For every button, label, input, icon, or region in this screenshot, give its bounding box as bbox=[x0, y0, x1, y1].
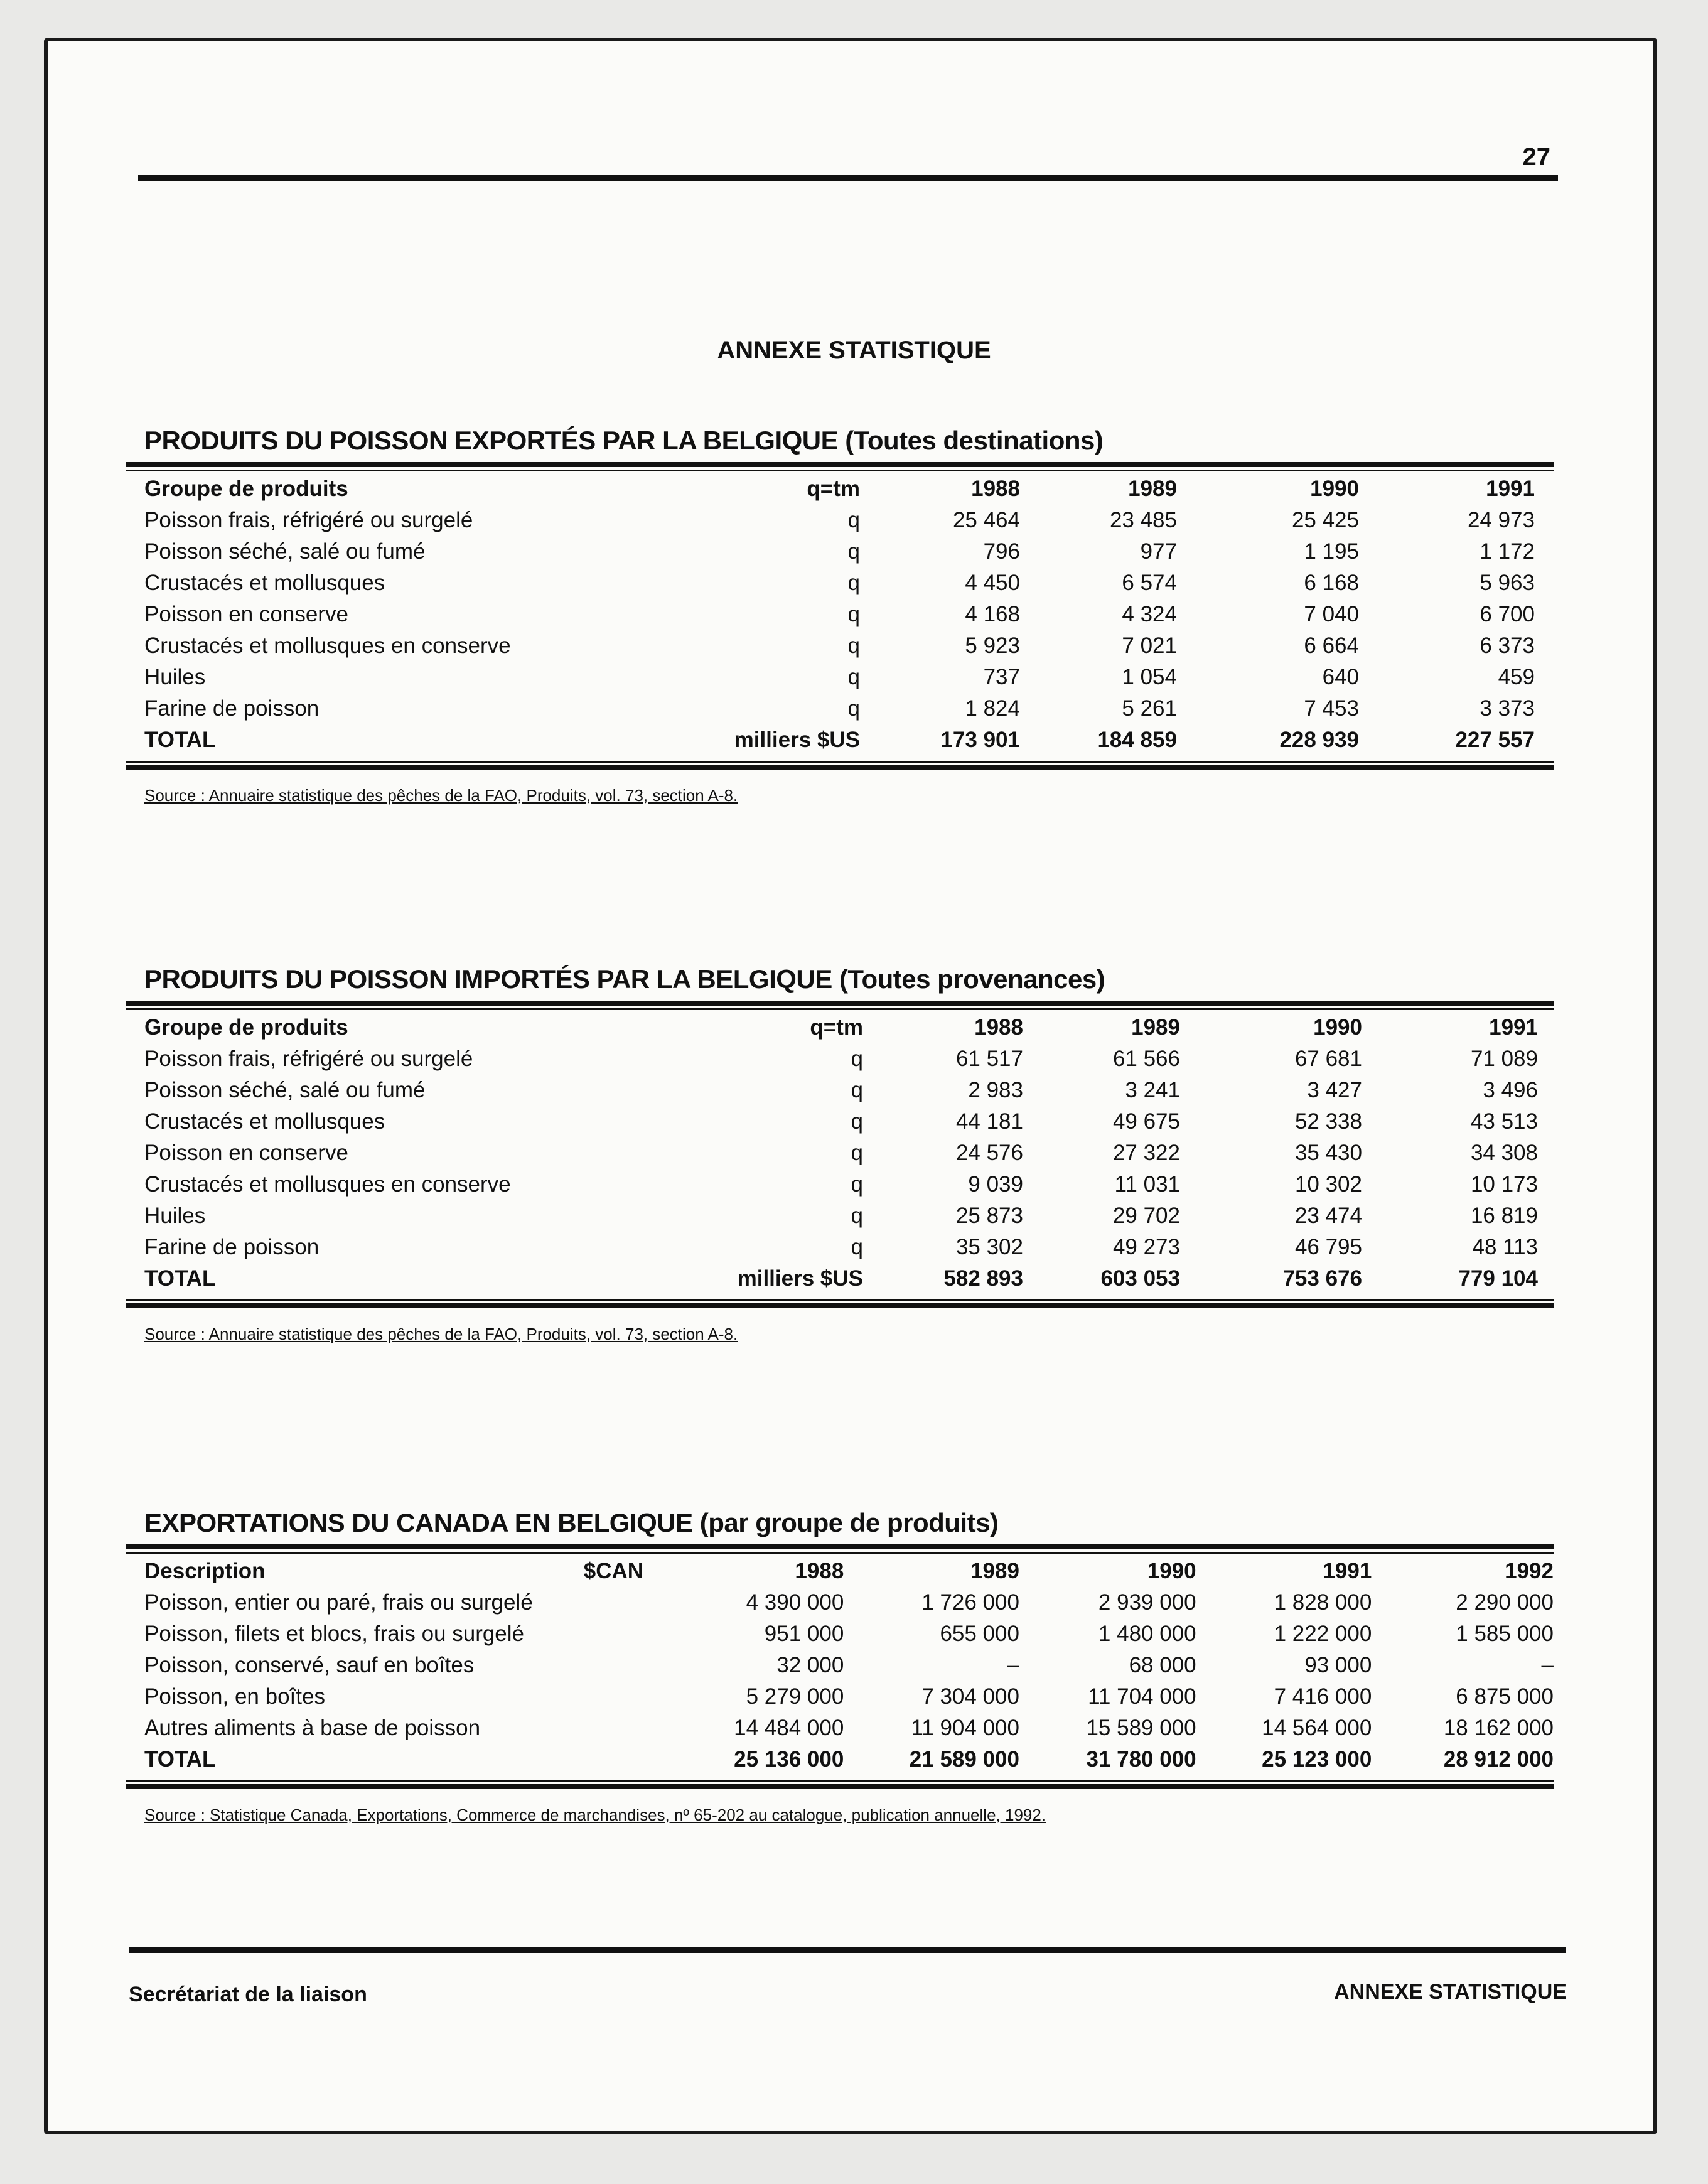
table-row bbox=[144, 1043, 1538, 1075]
value-cell: 6 373 bbox=[1480, 633, 1535, 658]
unit-cell: q bbox=[847, 696, 860, 721]
table-row bbox=[144, 693, 1535, 724]
value-cell: 1990 bbox=[1310, 476, 1359, 501]
row-label: Crustacés et mollusques en conserve bbox=[144, 1172, 511, 1197]
value-cell: 6 574 bbox=[1122, 571, 1177, 595]
value-cell: 1 222 000 bbox=[1274, 1622, 1372, 1646]
value-cell: 11 904 000 bbox=[911, 1716, 1019, 1740]
unit-cell bbox=[584, 1681, 662, 1713]
value-cell: 28 912 000 bbox=[1443, 1747, 1554, 1772]
row-label: Groupe de produits bbox=[144, 1015, 348, 1040]
value-cell: 2 290 000 bbox=[1456, 1590, 1554, 1615]
value-cell: 27 322 bbox=[1112, 1141, 1180, 1165]
value-cell: 3 373 bbox=[1480, 696, 1535, 721]
value-cell: 1 726 000 bbox=[921, 1590, 1019, 1615]
value-cell: 43 513 bbox=[1470, 1109, 1538, 1134]
value-cell: 29 702 bbox=[1112, 1203, 1180, 1228]
value-cell: 7 304 000 bbox=[921, 1684, 1019, 1709]
unit-cell: milliers $US bbox=[734, 728, 860, 752]
rule bbox=[126, 761, 1554, 772]
table-header-row bbox=[144, 473, 1535, 505]
unit-cell: q bbox=[847, 602, 860, 627]
value-cell: 71 089 bbox=[1470, 1046, 1538, 1071]
table-row bbox=[144, 599, 1535, 630]
value-cell: 603 053 bbox=[1100, 1266, 1180, 1291]
unit-cell: q bbox=[851, 1046, 863, 1071]
row-label: Autres aliments à base de poisson bbox=[144, 1716, 481, 1740]
table-row bbox=[144, 1200, 1538, 1232]
value-cell: 68 000 bbox=[1129, 1653, 1196, 1677]
value-cell: 11 704 000 bbox=[1088, 1684, 1196, 1709]
value-cell: 1990 bbox=[1313, 1015, 1362, 1040]
row-label: Huiles bbox=[144, 665, 206, 689]
value-cell: 1988 bbox=[971, 476, 1020, 501]
value-cell: 2 983 bbox=[968, 1078, 1023, 1102]
value-cell: 796 bbox=[983, 539, 1020, 564]
value-cell: 5 261 bbox=[1122, 696, 1177, 721]
value-cell: 35 302 bbox=[955, 1235, 1023, 1259]
value-cell: 44 181 bbox=[955, 1109, 1023, 1134]
unit-cell: $CAN bbox=[583, 1559, 644, 1583]
annex-title: ANNEXE STATISTIQUE bbox=[717, 336, 991, 364]
canada-exports-title: EXPORTATIONS DU CANADA EN BELGIQUE (par groupe de produits) bbox=[144, 1508, 999, 1537]
value-cell: 779 104 bbox=[1458, 1266, 1538, 1291]
value-cell: 46 795 bbox=[1294, 1235, 1362, 1259]
table-row bbox=[144, 1650, 1554, 1681]
value-cell: 18 162 000 bbox=[1443, 1716, 1554, 1740]
imports-title: PRODUITS DU POISSON IMPORTÉS PAR LA BELGIQUE (Toutes provenances) bbox=[144, 964, 1105, 994]
unit-cell: q bbox=[851, 1078, 863, 1102]
value-cell: 61 517 bbox=[955, 1046, 1023, 1071]
table-row bbox=[144, 1169, 1538, 1200]
value-cell: 9 039 bbox=[968, 1172, 1023, 1197]
value-cell: 3 496 bbox=[1483, 1078, 1538, 1102]
row-label: Farine de poisson bbox=[144, 1235, 320, 1259]
value-cell: 23 485 bbox=[1109, 508, 1177, 532]
unit-cell: q bbox=[851, 1141, 863, 1165]
value-cell: 7 453 bbox=[1304, 696, 1359, 721]
exports-section bbox=[126, 424, 1554, 805]
value-cell: 1992 bbox=[1505, 1559, 1554, 1583]
value-cell: 1 585 000 bbox=[1456, 1622, 1554, 1646]
value-cell: 7 416 000 bbox=[1274, 1684, 1372, 1709]
table-row bbox=[144, 630, 1535, 662]
value-cell: 227 557 bbox=[1455, 728, 1535, 752]
value-cell: 977 bbox=[1140, 539, 1177, 564]
value-cell: 1988 bbox=[974, 1015, 1023, 1040]
value-cell: 1989 bbox=[1131, 1015, 1180, 1040]
row-label: Poisson frais, réfrigéré ou surgelé bbox=[144, 508, 473, 532]
value-cell: 49 273 bbox=[1112, 1235, 1180, 1259]
value-cell: 25 136 000 bbox=[734, 1747, 844, 1772]
table-row bbox=[144, 1138, 1538, 1169]
value-cell: 14 564 000 bbox=[1262, 1716, 1372, 1740]
table-row bbox=[144, 1681, 1554, 1713]
value-cell: 52 338 bbox=[1294, 1109, 1362, 1134]
header-rule bbox=[138, 175, 1558, 181]
unit-cell: q bbox=[847, 539, 860, 564]
value-cell: 1991 bbox=[1323, 1559, 1372, 1583]
unit-cell bbox=[584, 1744, 662, 1775]
rule bbox=[126, 1001, 1554, 1012]
rule bbox=[126, 1544, 1554, 1556]
value-cell: 1 824 bbox=[965, 696, 1020, 721]
value-cell: 11 031 bbox=[1114, 1172, 1180, 1197]
rule bbox=[126, 1299, 1554, 1311]
unit-cell: q=tm bbox=[807, 476, 860, 501]
row-label: Huiles bbox=[144, 1203, 206, 1228]
row-label: Crustacés et mollusques bbox=[144, 571, 385, 595]
value-cell: 16 819 bbox=[1470, 1203, 1538, 1228]
value-cell: 1 828 000 bbox=[1274, 1590, 1372, 1615]
table-header-row bbox=[144, 1012, 1538, 1043]
value-cell: 31 780 000 bbox=[1086, 1747, 1196, 1772]
value-cell: 4 168 bbox=[965, 602, 1020, 627]
row-label: Poisson, filets et blocs, frais ou surgelé bbox=[144, 1622, 525, 1646]
value-cell: – bbox=[1007, 1653, 1019, 1677]
value-cell: 48 113 bbox=[1472, 1235, 1538, 1259]
value-cell: 459 bbox=[1498, 665, 1535, 689]
value-cell: 1990 bbox=[1147, 1559, 1196, 1583]
table-row bbox=[144, 1232, 1538, 1263]
table-row bbox=[144, 662, 1535, 693]
unit-cell: q bbox=[847, 665, 860, 689]
exports-source: Source : Annuaire statistique des pêches de la FAO, Produits, vol. 73, section A-8. bbox=[144, 786, 738, 805]
row-label: Crustacés et mollusques en conserve bbox=[144, 633, 511, 658]
row-label: TOTAL bbox=[144, 1747, 216, 1772]
imports-section bbox=[126, 963, 1554, 1344]
value-cell: 35 430 bbox=[1294, 1141, 1362, 1165]
value-cell: 655 000 bbox=[940, 1622, 1019, 1646]
row-label: Poisson, entier ou paré, frais ou surgelé bbox=[144, 1590, 533, 1615]
value-cell: 4 450 bbox=[965, 571, 1020, 595]
value-cell: 6 168 bbox=[1304, 571, 1359, 595]
value-cell: 1991 bbox=[1489, 1015, 1538, 1040]
value-cell: 61 566 bbox=[1112, 1046, 1180, 1071]
table-row bbox=[144, 1075, 1538, 1106]
unit-cell: q bbox=[851, 1109, 863, 1134]
value-cell: 737 bbox=[983, 665, 1020, 689]
table-row bbox=[144, 536, 1535, 568]
value-cell: 67 681 bbox=[1294, 1046, 1362, 1071]
rule bbox=[126, 462, 1554, 473]
value-cell: 15 589 000 bbox=[1086, 1716, 1196, 1740]
imports-source: Source : Annuaire statistique des pêches de la FAO, Produits, vol. 73, section A-8. bbox=[144, 1325, 738, 1343]
value-cell: 1988 bbox=[795, 1559, 844, 1583]
unit-cell: q bbox=[847, 571, 860, 595]
value-cell: 6 700 bbox=[1480, 602, 1535, 627]
row-label: TOTAL bbox=[144, 728, 216, 752]
value-cell: 3 427 bbox=[1307, 1078, 1362, 1102]
table-row bbox=[144, 1618, 1554, 1650]
value-cell: 93 000 bbox=[1304, 1653, 1372, 1677]
row-label: Poisson, en boîtes bbox=[144, 1684, 325, 1709]
value-cell: 10 173 bbox=[1470, 1172, 1538, 1197]
value-cell: 1989 bbox=[970, 1559, 1019, 1583]
table-total-row bbox=[144, 1744, 1554, 1775]
table-total-row bbox=[144, 1263, 1538, 1294]
value-cell: 10 302 bbox=[1294, 1172, 1362, 1197]
footer-rule bbox=[129, 1947, 1566, 1953]
value-cell: 2 939 000 bbox=[1098, 1590, 1196, 1615]
row-label: Poisson séché, salé ou fumé bbox=[144, 1078, 426, 1102]
table-header-row bbox=[144, 1556, 1554, 1587]
unit-cell bbox=[584, 1587, 662, 1618]
table-total-row bbox=[144, 724, 1535, 756]
row-label: Crustacés et mollusques bbox=[144, 1109, 385, 1134]
value-cell: 1 480 000 bbox=[1098, 1622, 1196, 1646]
unit-cell bbox=[584, 1618, 662, 1650]
value-cell: 7 040 bbox=[1304, 602, 1359, 627]
unit-cell: q bbox=[847, 508, 860, 532]
value-cell: 1 172 bbox=[1480, 539, 1535, 564]
value-cell: 24 576 bbox=[955, 1141, 1023, 1165]
unit-cell bbox=[584, 1713, 662, 1744]
value-cell: 32 000 bbox=[776, 1653, 844, 1677]
value-cell: 21 589 000 bbox=[909, 1747, 1019, 1772]
row-label: Farine de poisson bbox=[144, 696, 320, 721]
row-label: Description bbox=[144, 1559, 266, 1583]
table-row bbox=[144, 505, 1535, 536]
value-cell: – bbox=[1541, 1653, 1554, 1677]
imports-table bbox=[144, 1012, 1538, 1294]
value-cell: 3 241 bbox=[1125, 1078, 1180, 1102]
canada-exports-table bbox=[144, 1556, 1554, 1775]
table-row bbox=[144, 1587, 1554, 1618]
value-cell: 582 893 bbox=[943, 1266, 1023, 1291]
footer-left: Secrétariat de la liaison bbox=[129, 1982, 367, 2006]
exports-table bbox=[144, 473, 1535, 756]
value-cell: 5 279 000 bbox=[746, 1684, 844, 1709]
value-cell: 753 676 bbox=[1282, 1266, 1362, 1291]
value-cell: 640 bbox=[1322, 665, 1359, 689]
value-cell: 14 484 000 bbox=[734, 1716, 844, 1740]
value-cell: 4 390 000 bbox=[746, 1590, 844, 1615]
unit-cell: q bbox=[851, 1235, 863, 1259]
row-label: Poisson en conserve bbox=[144, 1141, 348, 1165]
canada-exports-source: Source : Statistique Canada, Exportations, Commerce de marchandises, nº 65-202 au catalogue, publication annuelle, 1992. bbox=[144, 1805, 1046, 1824]
row-label: Poisson, conservé, sauf en boîtes bbox=[144, 1653, 475, 1677]
table-row bbox=[144, 1713, 1554, 1744]
value-cell: 34 308 bbox=[1470, 1141, 1538, 1165]
row-label: TOTAL bbox=[144, 1266, 216, 1291]
value-cell: 7 021 bbox=[1122, 633, 1177, 658]
value-cell: 49 675 bbox=[1112, 1109, 1180, 1134]
rule bbox=[126, 1780, 1554, 1792]
page-number: 27 bbox=[1522, 143, 1550, 171]
row-label: Groupe de produits bbox=[144, 476, 348, 501]
value-cell: 5 923 bbox=[965, 633, 1020, 658]
value-cell: 951 000 bbox=[764, 1622, 844, 1646]
row-label: Poisson séché, salé ou fumé bbox=[144, 539, 426, 564]
table-row bbox=[144, 568, 1535, 599]
unit-cell bbox=[584, 1650, 662, 1681]
value-cell: 25 425 bbox=[1291, 508, 1359, 532]
row-label: Poisson en conserve bbox=[144, 602, 348, 627]
value-cell: 173 901 bbox=[940, 728, 1020, 752]
value-cell: 25 873 bbox=[955, 1203, 1023, 1228]
table-row bbox=[144, 1106, 1538, 1138]
value-cell: 23 474 bbox=[1294, 1203, 1362, 1228]
value-cell: 4 324 bbox=[1122, 602, 1177, 627]
value-cell: 1989 bbox=[1128, 476, 1177, 501]
unit-cell: q bbox=[847, 633, 860, 658]
exports-title: PRODUITS DU POISSON EXPORTÉS PAR LA BELGIQUE (Toutes destinations) bbox=[144, 426, 1104, 455]
value-cell: 1991 bbox=[1486, 476, 1535, 501]
value-cell: 228 939 bbox=[1279, 728, 1359, 752]
row-label: Poisson frais, réfrigéré ou surgelé bbox=[144, 1046, 473, 1071]
value-cell: 184 859 bbox=[1097, 728, 1177, 752]
value-cell: 25 464 bbox=[952, 508, 1020, 532]
unit-cell: q bbox=[851, 1172, 863, 1197]
canada-exports-section bbox=[126, 1507, 1554, 1825]
footer-right: ANNEXE STATISTIQUE bbox=[1334, 1980, 1567, 2004]
value-cell: 6 875 000 bbox=[1456, 1684, 1554, 1709]
value-cell: 24 973 bbox=[1467, 508, 1535, 532]
value-cell: 1 195 bbox=[1304, 539, 1359, 564]
value-cell: 25 123 000 bbox=[1262, 1747, 1372, 1772]
unit-cell: q=tm bbox=[810, 1015, 863, 1040]
value-cell: 6 664 bbox=[1304, 633, 1359, 658]
unit-cell: q bbox=[851, 1203, 863, 1228]
value-cell: 1 054 bbox=[1122, 665, 1177, 689]
unit-cell: milliers $US bbox=[737, 1266, 863, 1291]
value-cell: 5 963 bbox=[1480, 571, 1535, 595]
